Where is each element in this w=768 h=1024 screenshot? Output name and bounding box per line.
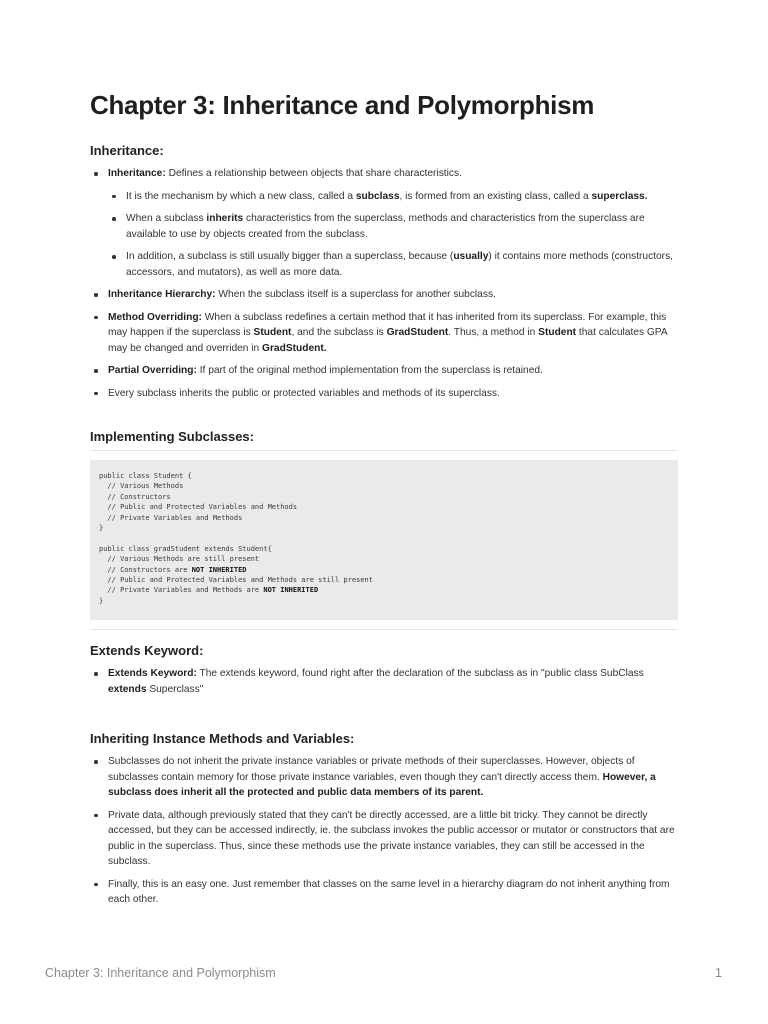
list-item: Every subclass inherits the public or protected variables and methods of its superclass. xyxy=(90,386,678,402)
list-item: Inheritance Hierarchy: When the subclass itself is a superclass for another subclass. xyxy=(90,287,678,303)
code-line: public class gradStudent extends Student{ xyxy=(99,544,272,553)
page-number: 1 xyxy=(715,966,722,980)
code-line: // Various Methods xyxy=(99,482,184,491)
divider xyxy=(90,629,678,630)
section-implementing xyxy=(90,429,678,444)
code-line: // Private Variables and Methods are NOT INHERITED xyxy=(99,586,319,595)
heading-extends: Extends Keyword: xyxy=(90,643,204,658)
code-line: // Public and Protected Variables and Methods xyxy=(99,503,298,512)
code-line-blank xyxy=(99,533,669,543)
list-item: It is the mechanism by which a new class, called a subclass, is formed from an existing class, called a superclass. xyxy=(108,189,678,205)
code-line: // Various Methods are still present xyxy=(99,555,260,564)
section-inheriting xyxy=(90,731,678,915)
list-item: When a subclass inherits characteristics from the superclass, methods and characteristics from the superclass are available to use by objects created from the subclass. xyxy=(108,211,678,242)
divider xyxy=(90,450,678,451)
inheriting-list xyxy=(90,754,678,908)
code-line: // Constructors are NOT INHERITED xyxy=(99,565,247,574)
heading-inheritance: Inheritance: xyxy=(90,143,164,158)
inheritance-list xyxy=(90,166,678,401)
heading-inheriting: Inheriting Instance Methods and Variables: xyxy=(90,731,355,746)
term-inheritance: Inheritance: xyxy=(108,168,166,179)
code-line: public class Student { xyxy=(99,472,192,480)
page-title: Chapter 3: Inheritance and Polymorphism xyxy=(90,90,595,120)
list-item: Extends Keyword: The extends keyword, found right after the declaration of the subclass as in "public class SubClass extends Superclass" xyxy=(90,666,678,697)
list-item: In addition, a subclass is still usually bigger than a superclass, because (usually) it contains more methods (constructors, accessors, and mutators), as well as more data. xyxy=(108,249,678,280)
sub-list xyxy=(108,189,678,281)
extends-list xyxy=(90,666,678,697)
list-item: Finally, this is an easy one. Just remember that classes on the same level in a hierarchy diagram do not inherit anything from each other. xyxy=(90,877,678,908)
footer-title: Chapter 3: Inheritance and Polymorphism xyxy=(45,966,276,980)
list-item: Inheritance: Defines a relationship between objects that share characteristics. It is the mechanism by which a new class, called a subclass, is formed from an existing class, called a superclass. When a subclass inherits characteristics from the superclass, methods and characteristics from the superclass are available to use by objects created from the subclass. In addition, a subclass is still usually bigger than a superclass, because (usually) it contains more methods (constructors, accessors, and mutators), as well as more data. xyxy=(90,166,678,280)
list-item: Subclasses do not inherit the private instance variables or private methods of their superclasses. However, objects of subclasses contain memory for those private instance variables, even though they can't directly access them. However, a subclass does inherit all the protected and public data members of its parent. xyxy=(90,754,678,801)
list-item: Method Overriding: When a subclass redefines a certain method that it has inherited from its superclass. For example, this may happen if the superclass is Student, and the subclass is GradStudent. Thus, a method in Student that calculates GPA may be changed and overriden in GradStudent. xyxy=(90,310,678,357)
code-block xyxy=(90,460,678,620)
code-line: } xyxy=(99,596,104,605)
code-line: } xyxy=(99,523,104,532)
heading-implementing: Implementing Subclasses: xyxy=(90,429,254,444)
section-inheritance xyxy=(90,143,678,408)
list-item: Partial Overriding: If part of the original method implementation from the superclass is retained. xyxy=(90,363,678,379)
code-line: // Private Variables and Methods xyxy=(99,513,243,522)
list-item: Private data, although previously stated that they can't be directly accessed, are a little bit tricky. They cannot be directly accessed, but they can be accessed indirectly, ie. the subclass invokes the public accessor or mutator or constructors that are public in the superclass. Thus, since these methods use the private instance variables, they can still be accessed in the subclass. xyxy=(90,808,678,870)
code-line: // Public and Protected Variables and Methods are still present xyxy=(99,575,373,584)
code-line: // Constructors xyxy=(99,492,171,501)
section-extends xyxy=(90,643,678,704)
